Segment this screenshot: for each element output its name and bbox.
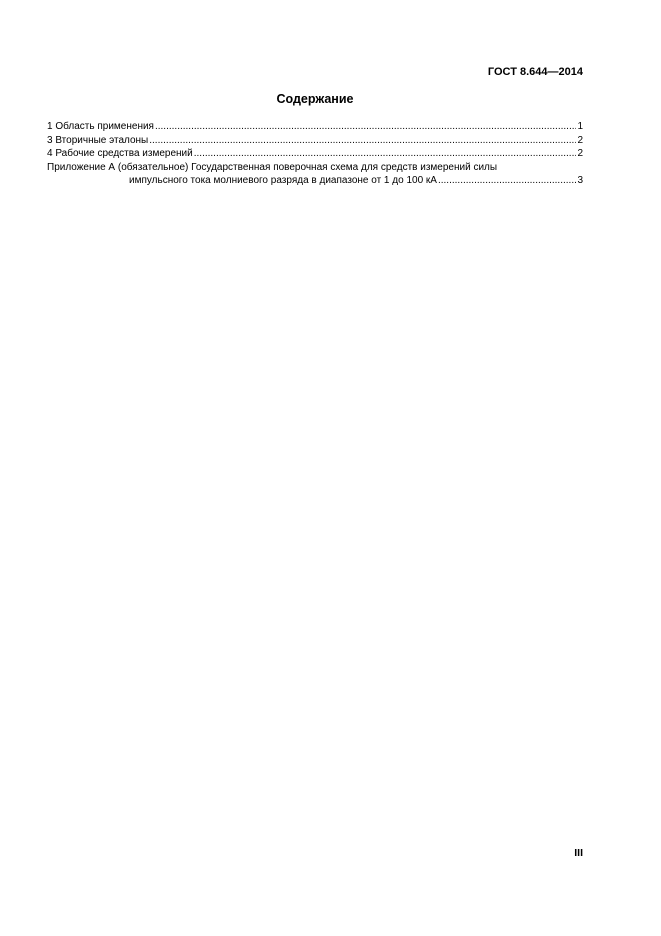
- toc-appendix-title[interactable]: Приложение А (обязательное) Государственная поверочная схема для средств измерений силы: [47, 161, 498, 173]
- toc-item-label: 1 Область применения: [47, 121, 154, 132]
- toc-item[interactable]: [47, 134, 583, 148]
- toc-item-page: 1: [577, 121, 583, 132]
- toc-leader-dots: [438, 174, 576, 188]
- toc-leader-dots: [155, 120, 576, 134]
- toc-appendix-page: 3: [577, 175, 583, 186]
- toc-item[interactable]: [47, 147, 583, 161]
- toc-item-label: 3 Вторичные эталоны: [47, 134, 149, 146]
- toc-leader-dots: [149, 134, 576, 148]
- toc-item-page: 2: [577, 134, 583, 146]
- toc-item-label: 4 Рабочие средства измерений: [47, 148, 193, 159]
- document-code: ГОСТ 8.644—2014: [487, 66, 583, 78]
- toc-title: Содержание: [276, 92, 354, 106]
- toc-appendix-continuation[interactable]: [47, 174, 583, 188]
- toc-item[interactable]: [47, 120, 583, 134]
- toc-appendix-label: импульсного тока молниевого разряда в диапазоне от 1 до 100 кА: [129, 175, 437, 186]
- toc-item-page: 2: [577, 148, 583, 159]
- table-of-contents: [47, 120, 583, 188]
- toc-leader-dots: [194, 147, 577, 161]
- page-number: III: [574, 847, 583, 859]
